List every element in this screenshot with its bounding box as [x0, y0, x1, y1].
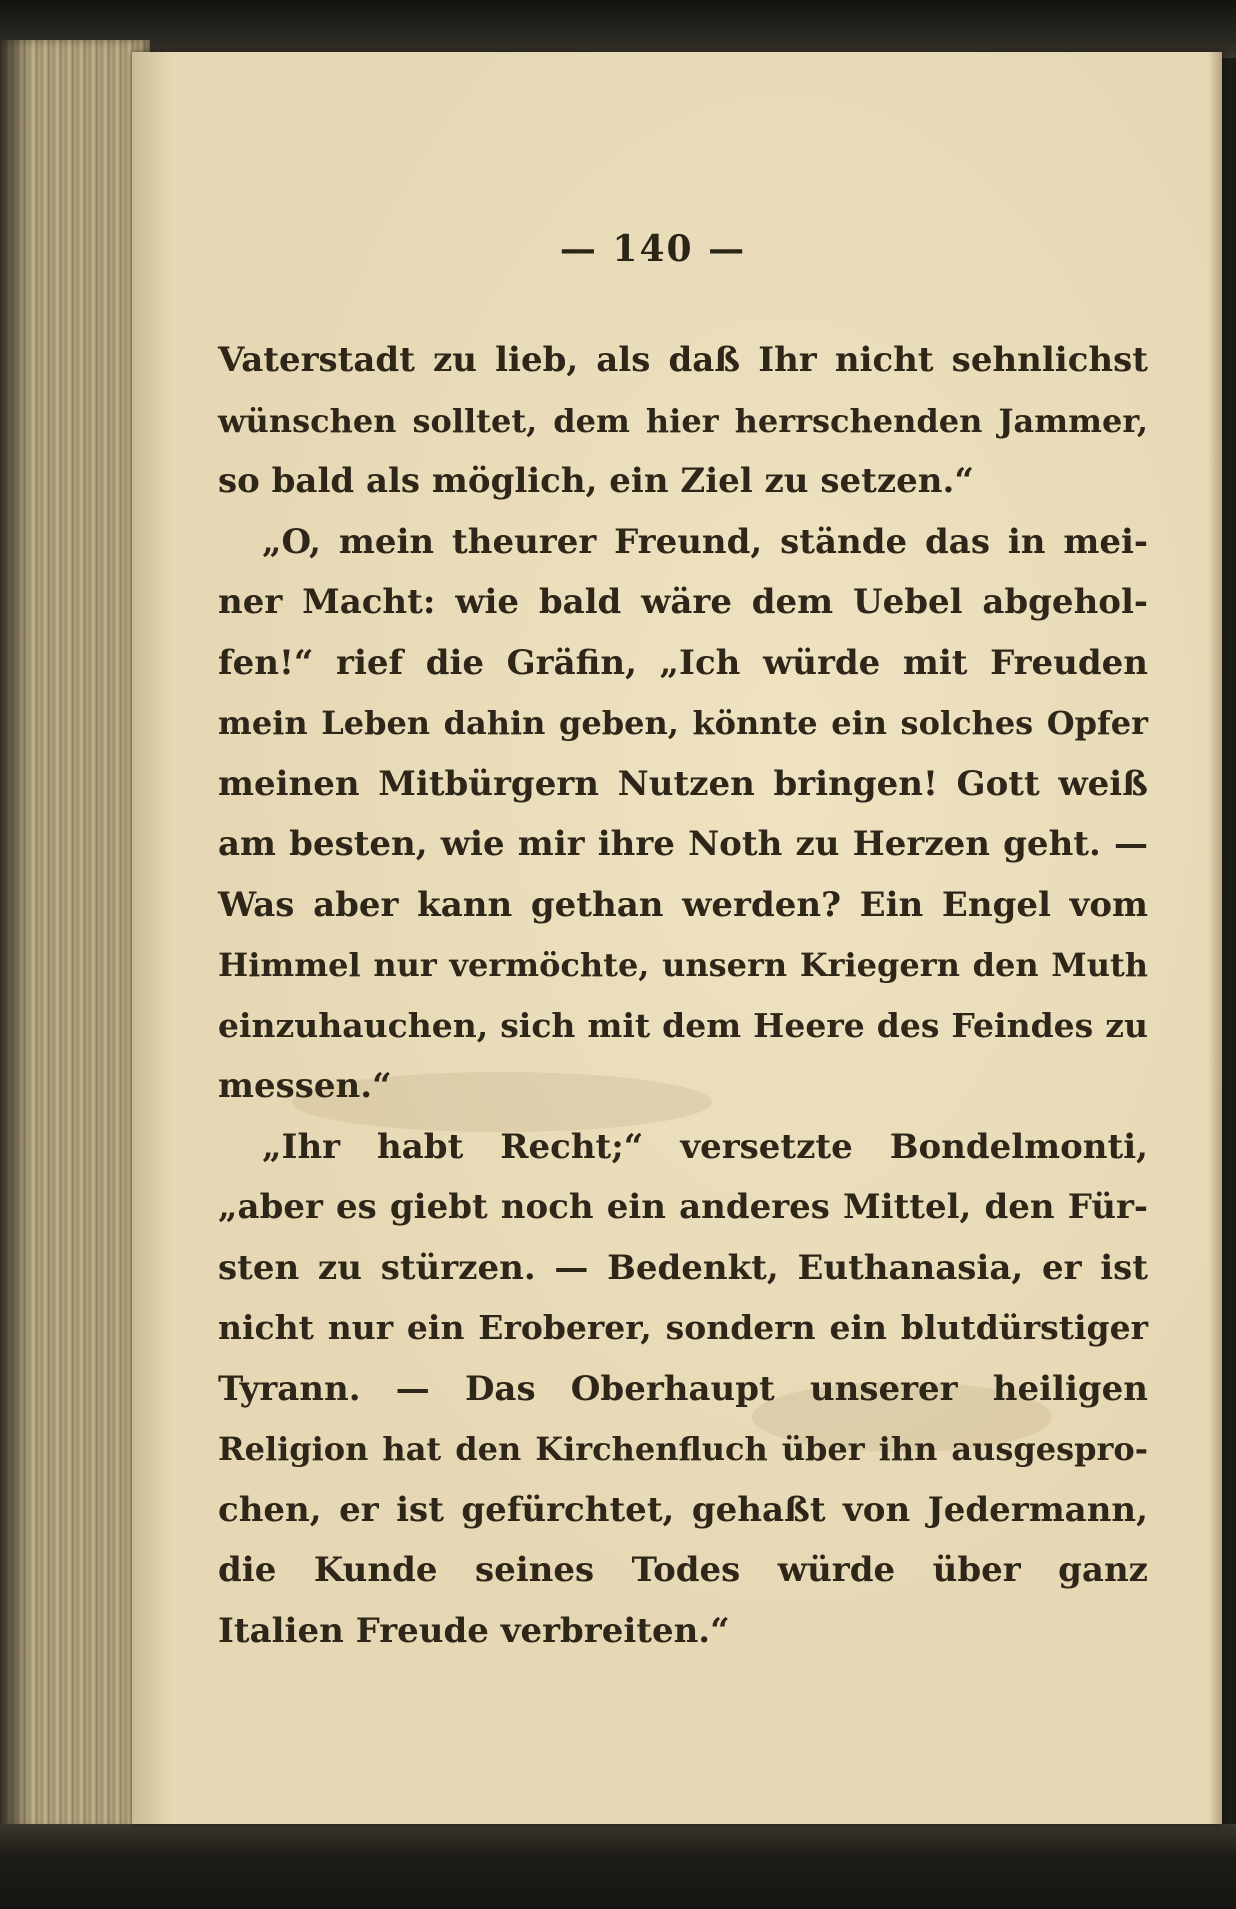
top-binding-shadow: [0, 0, 1236, 58]
text-line: wünschen solltet, dem hier herrschenden Jammer,: [218, 401, 1148, 440]
text-line: „Ihr habt Recht;“ versetzte Bondelmonti,: [262, 1126, 1148, 1167]
text-line: Vaterstadt zu lieb, als daß Ihr nicht sehnlichst: [218, 340, 1148, 380]
text-line: „aber es giebt noch ein anderes Mittel, den Für-: [218, 1187, 1148, 1227]
text-line: die Kunde seines Todes würde über ganz: [218, 1550, 1148, 1590]
text-line: „O, mein theurer Freund, stände das in mei-: [262, 521, 1148, 562]
stacked-page-edges: [0, 40, 150, 1830]
text-line: messen.“: [218, 1066, 392, 1106]
text-line: so bald als möglich, ein Ziel zu setzen.“: [218, 461, 974, 501]
text-line: Religion hat den Kirchenfluch über ihn ausgespro-: [218, 1430, 1148, 1468]
page-right-edge: [1208, 52, 1222, 1824]
text-line: einzuhauchen, sich mit dem Heere des Feindes zu: [218, 1005, 1148, 1045]
text-line: sten zu stürzen. — Bedenkt, Euthanasia, er ist: [218, 1247, 1148, 1288]
text-line: Was aber kann gethan werden? Ein Engel vom: [218, 884, 1148, 925]
text-line: nicht nur ein Eroberer, sondern ein blutdürstiger: [218, 1308, 1148, 1347]
bottom-shadow: [0, 1824, 1236, 1909]
text-line: am besten, wie mir ihre Noth zu Herzen geht. —: [218, 824, 1148, 864]
text-line: Tyrann. — Das Oberhaupt unserer heiligen: [218, 1368, 1148, 1409]
text-line: fen!“ rief die Gräfin, „Ich würde mit Freuden: [218, 642, 1148, 683]
text-line: Italien Freude verbreiten.“: [218, 1610, 730, 1651]
text-line: Himmel nur vermöchte, unsern Kriegern den Muth: [218, 946, 1148, 984]
page-number-header: — 140 —: [559, 228, 747, 270]
text-line: meinen Mitbürgern Nutzen bringen! Gott weiß: [218, 763, 1148, 804]
text-line: ner Macht: wie bald wäre dem Uebel abgehol-: [218, 582, 1148, 622]
body-text: [218, 330, 1148, 1661]
text-line: mein Leben dahin geben, könnte ein solches Opfer: [218, 704, 1148, 742]
text-line: chen, er ist gefürchtet, gehaßt von Jedermann,: [218, 1489, 1148, 1530]
